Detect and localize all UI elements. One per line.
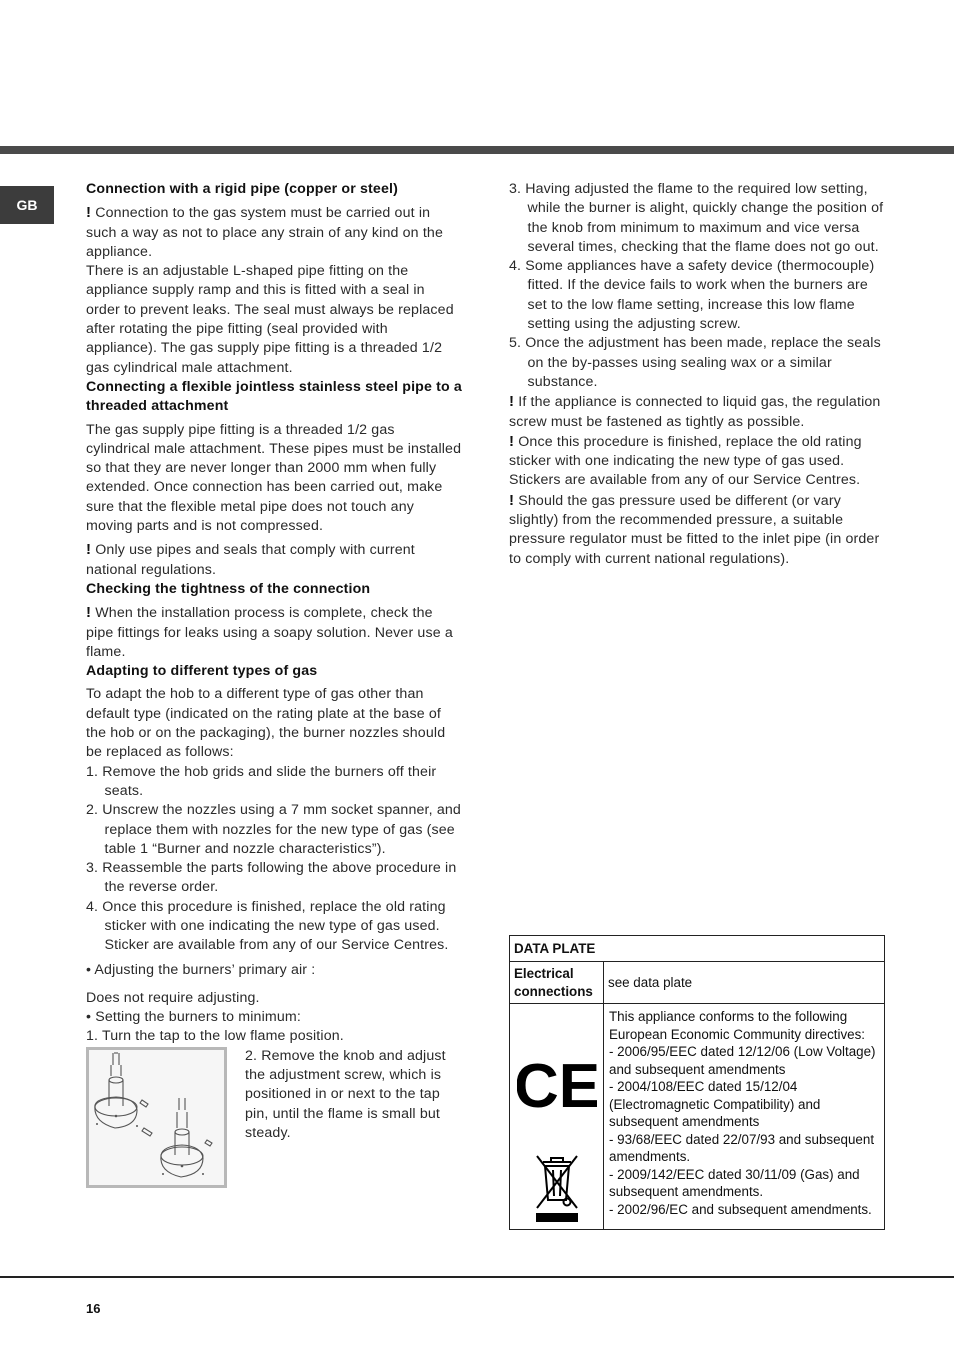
bullet-minimum: • Setting the burners to minimum: <box>86 1009 301 1026</box>
electrical-connections-label: Electrical connections <box>510 962 604 1004</box>
heading-flexible-pipe: Connecting a flexible jointless stainless steel pipe to a threaded attachment <box>86 378 462 415</box>
burner-illustration-svg <box>89 1050 224 1185</box>
right-column <box>509 180 886 569</box>
paragraph-l-fitting: There is an adjustable L-shaped pipe fitting on the appliance supply ramp and this is fitted with a seal in order to prevent leaks. The seal must always be replaced after rotating the pipe fitting (seal provided with appliance). The gas supply pipe fitting is a threaded 1/2 gas cylindrical male attachment. <box>86 263 454 376</box>
paragraph-text: Only use pipes and seals that comply with current national regulations. <box>86 542 415 578</box>
weee-bin-icon <box>537 1156 577 1208</box>
paragraph-no-adjust: Does not require adjusting. <box>86 989 260 1006</box>
list-item: 4. Some appliances have a safety device (thermocouple) fitted. If the device fails to work when the burners are set to the low flame setting, increase this low flame setting using the adjusting screw. <box>509 258 875 333</box>
directive-line: This appliance conforms to the following European Economic Community directives: <box>609 1009 866 1042</box>
bullet-primary-air: • Adjusting the burners’ primary air : <box>86 961 316 978</box>
directive-line: - 2006/95/EEC dated 12/12/06 (Low Voltage) and subsequent amendments <box>609 1044 876 1077</box>
paragraph-pipes-seals <box>86 540 462 580</box>
warning-mark: ! <box>509 491 515 509</box>
note-pressure <box>509 491 886 569</box>
paragraph-adapt: To adapt the hob to a different type of gas other than default type (indicated on the rating plate at the base of the hob or on the packaging), the burner nozzles should be replaced as follows: <box>86 686 446 761</box>
paragraph-flexible-pipe: The gas supply pipe fitting is a threaded 1/2 gas cylindrical male attachment. These pipes must be installed so that they are never longer than 2000 mm when fully extended. Once connection has been carried out, make sure that the flexible metal pipe does not touch any moving parts and is not compressed. <box>86 421 462 535</box>
paragraph-text: Should the gas pressure used be different (or vary slightly) from the recommended pressure, a suitable pressure regulator must be fitted to the inlet pipe (in order to comply with current national regulations). <box>509 492 880 567</box>
warning-mark: ! <box>86 541 92 559</box>
directive-line: - 2002/96/EC and subsequent amendments. <box>609 1201 872 1217</box>
burner-adjustment-illustration <box>86 1047 227 1188</box>
electrical-connections-value: see data plate <box>604 962 885 1004</box>
list-item: 2. Unscrew the nozzles using a 7 mm socket spanner, and replace them with nozzles for the new type of gas (see table 1 “Burner and nozzle characteristics”). <box>86 802 461 857</box>
paragraph-text: When the installation process is complete, check the pipe fittings for leaks using a soapy solution. Never use a flame. <box>86 605 453 660</box>
ce-mark-icon <box>517 1004 597 1224</box>
list-item: 3. Reassemble the parts following the above procedure in the reverse order. <box>86 860 457 896</box>
paragraph-leak-check <box>86 603 462 662</box>
figure-block <box>86 1047 462 1189</box>
ce-mark-text: CE <box>516 1052 597 1121</box>
paragraph-strain <box>86 203 462 262</box>
paragraph-text: If the appliance is connected to liquid gas, the regulation screw must be fastened as tightly as possible. <box>509 394 881 430</box>
list-item: 5. Once the adjustment has been made, replace the seals on the by-passes using sealing wax or a similar substance. <box>509 335 881 390</box>
heading-tightness: Checking the tightness of the connection <box>86 580 371 597</box>
header-rule <box>0 146 954 154</box>
data-plate-title: DATA PLATE <box>510 936 885 962</box>
directive-line: - 2004/108/EEC dated 15/12/04 (Electromagnetic Compatibility) and subsequent amendments <box>609 1079 821 1129</box>
compliance-marks-cell <box>510 1004 604 1230</box>
data-plate-table <box>509 935 885 1230</box>
footer-rule <box>0 1276 954 1278</box>
language-tab: GB <box>0 186 54 224</box>
step-remove-knob: 2. Remove the knob and adjust the adjustment screw, which is positioned in or next to the tap pin, until the flame is small but steady. <box>245 1047 446 1141</box>
list-item: 3. Having adjusted the flame to the required low setting, while the burner is alight, quickly change the position of the knob from minimum to maximum and vice versa several times, checking that the flame does not go out. <box>509 181 884 255</box>
warning-mark: ! <box>509 393 515 411</box>
page-number: 16 <box>86 1301 101 1316</box>
warning-mark: ! <box>86 604 92 622</box>
list-item: 1. Turn the tap to the low flame position. <box>86 1028 344 1045</box>
heading-gas-types: Adapting to different types of gas <box>86 663 318 680</box>
heading-rigid-pipe: Connection with a rigid pipe (copper or steel) <box>86 181 398 197</box>
list-item: 1. Remove the hob grids and slide the burners off their seats. <box>86 763 437 799</box>
warning-mark: ! <box>86 204 92 222</box>
paragraph-text: Connection to the gas system must be carried out in such a way as not to place any strain of any kind on the appliance. <box>86 205 443 260</box>
note-liquid-gas <box>509 392 886 432</box>
weee-bar <box>536 1213 578 1222</box>
left-column <box>86 180 462 1189</box>
directive-line: - 2009/142/EEC dated 30/11/09 (Gas) and subsequent amendments. <box>609 1166 860 1199</box>
directives-cell <box>604 1004 885 1230</box>
paragraph-text: Once this procedure is finished, replace the old rating sticker with one indicating the new type of gas used. Stickers are available from any of our Service Centres. <box>509 433 862 489</box>
note-rating-sticker <box>509 432 886 491</box>
warning-mark: ! <box>509 432 515 450</box>
directive-line: - 93/68/EEC dated 22/07/93 and subsequent amendments. <box>609 1131 875 1164</box>
list-item: 4. Once this procedure is finished, replace the old rating sticker with one indicating the new type of gas used. Sticker are available from any of our Service Centres. <box>86 898 449 954</box>
